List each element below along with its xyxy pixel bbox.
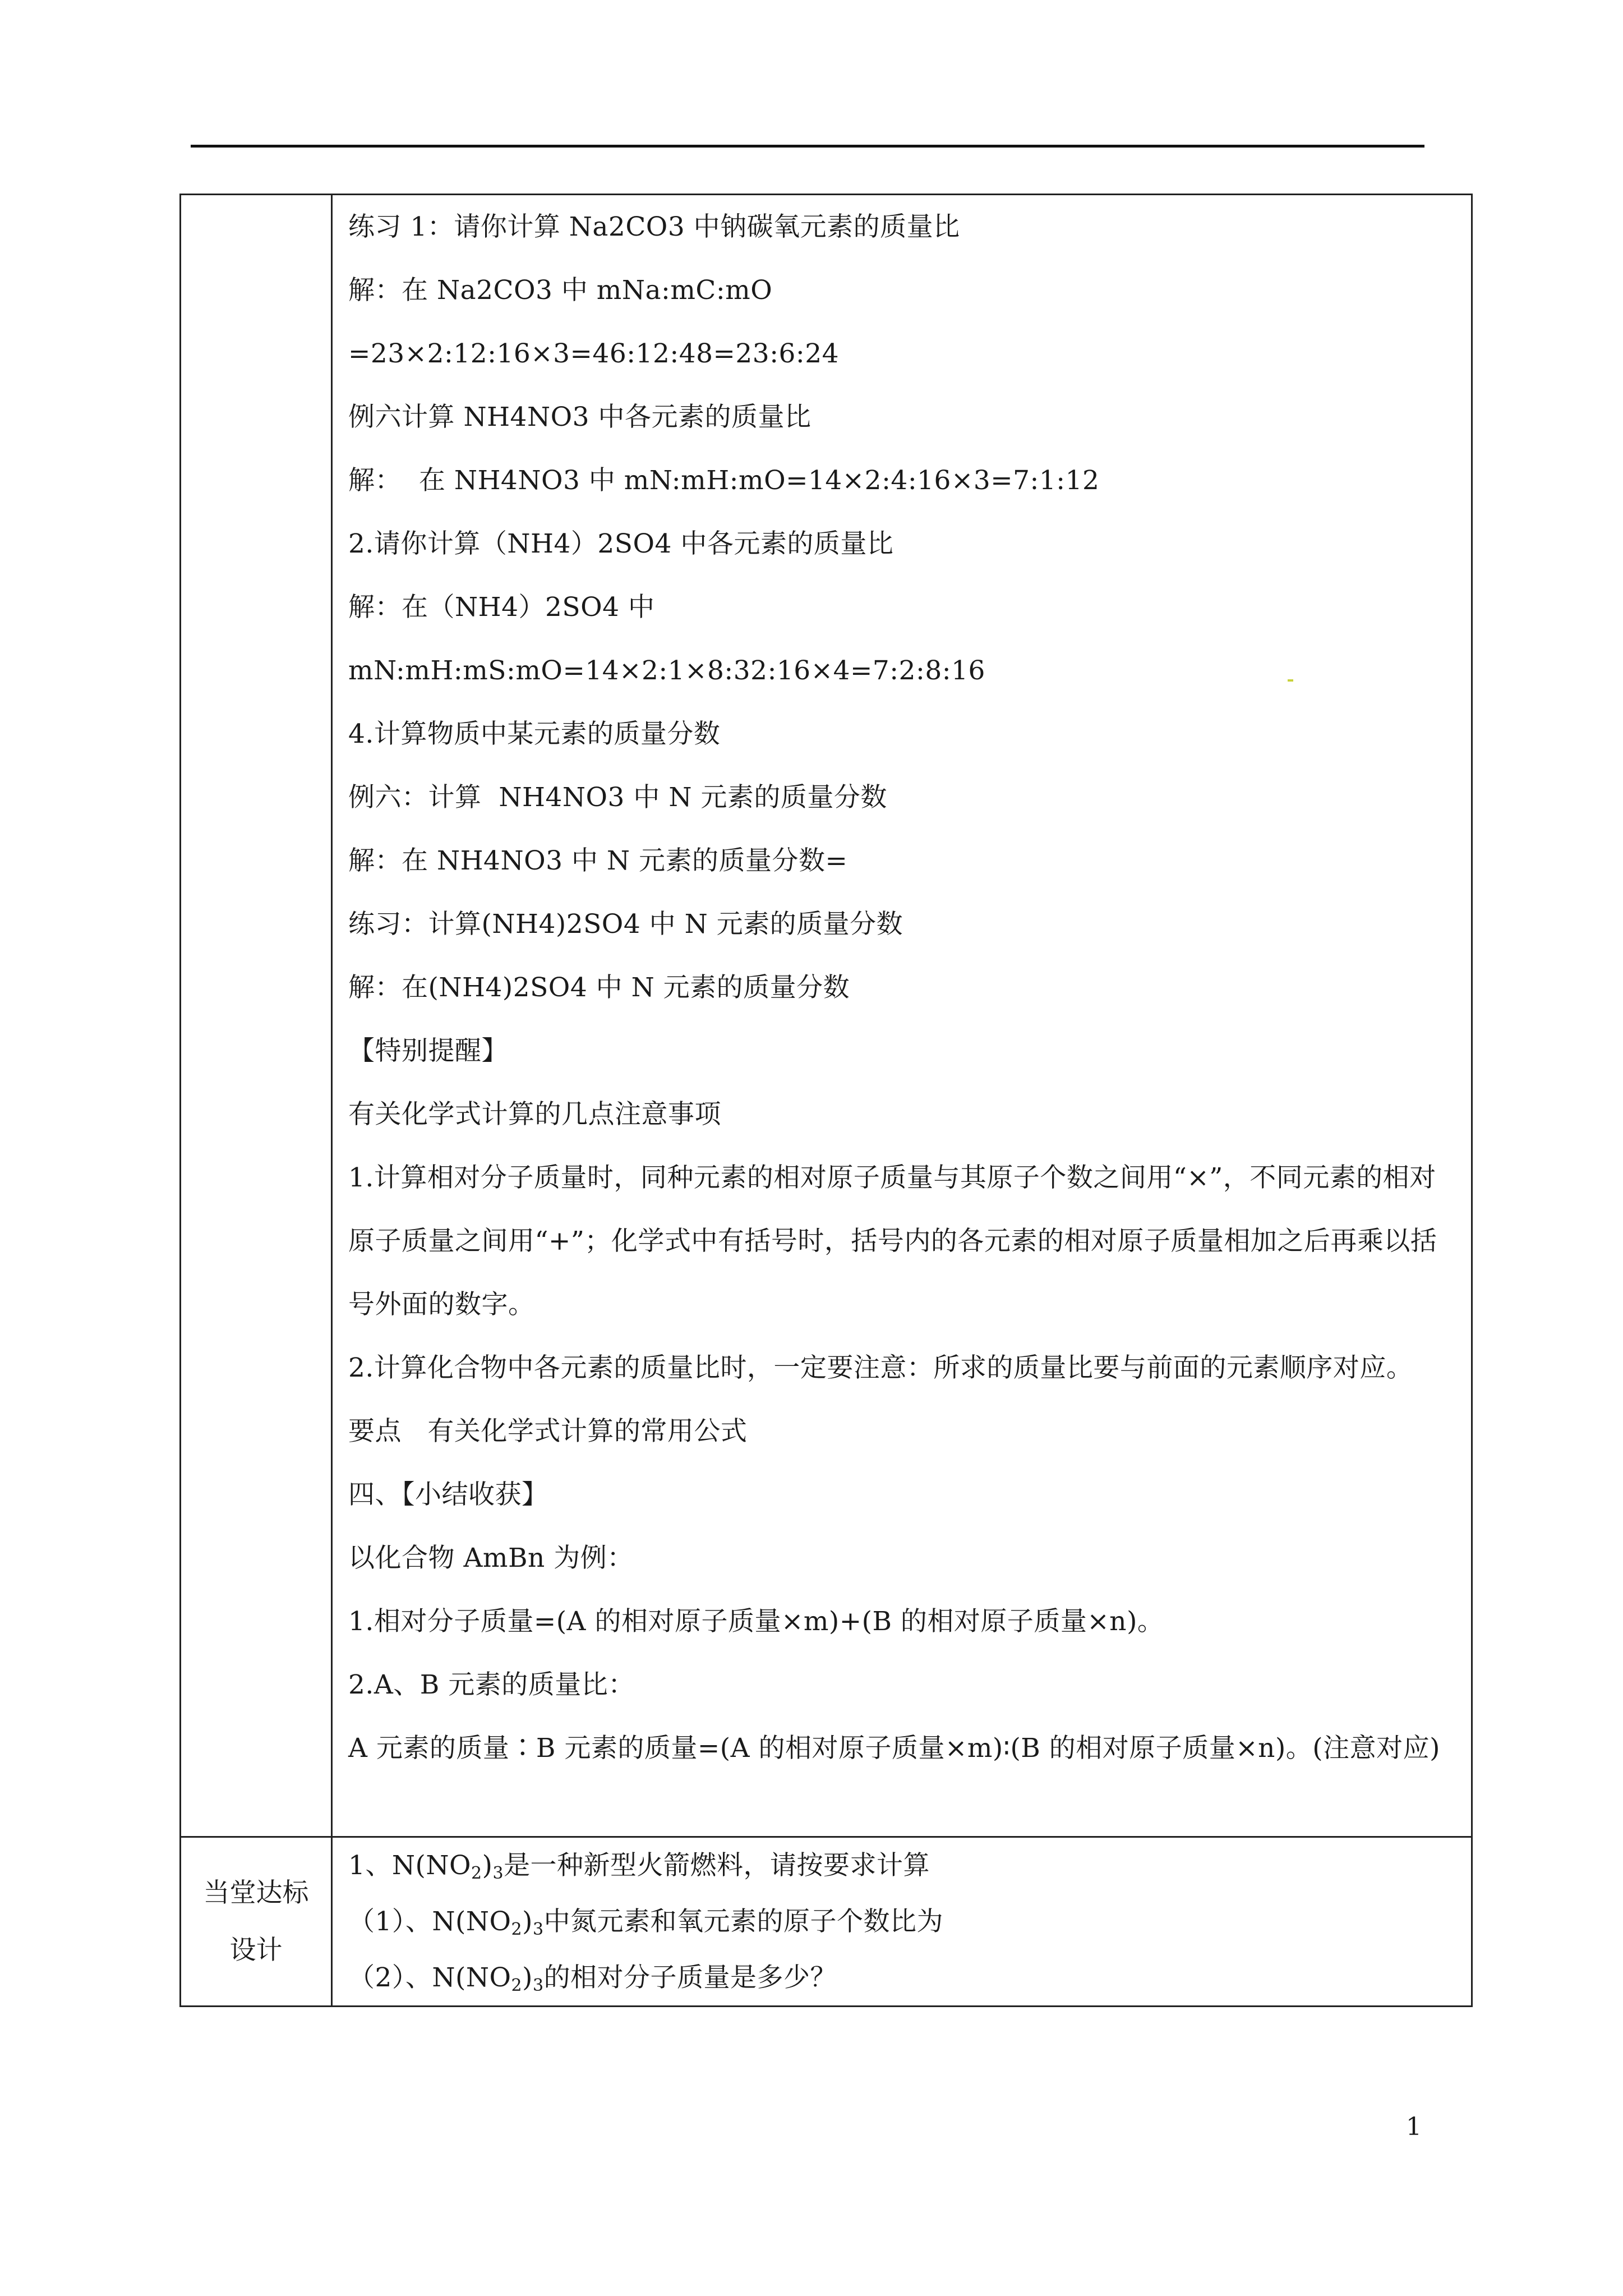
text-line: 解： 在 NH4NO3 中 mN:mH:mO=14×2:4:16×3=7:1:12 [348, 465, 1100, 496]
text-line: 2.A、B 元素的质量比： [348, 1669, 635, 1700]
text-line: 练习 1：请你计算 Na2CO3 中钠碳氧元素的质量比 [348, 211, 960, 242]
table-row [181, 195, 1472, 1837]
text-line: 解：在(NH4)2SO4 中 N 元素的质量分数 [348, 972, 850, 1003]
formula-paragraph: A 元素的质量∶B 元素的质量=(A 的相对原子质量×m)∶(B 的相对原子质量×n)。(注意对应) [348, 1733, 1440, 1764]
exercise-label-cell [181, 1837, 332, 2007]
lesson-table [179, 194, 1473, 2007]
exercise-question: （2）、$N(NO_2)_3$的相对分子质量是多少？ [348, 1962, 837, 1995]
page-number: 1 [1406, 2113, 1422, 2141]
content-cell [332, 195, 1472, 1837]
text-line: 以化合物 AmBn 为例： [348, 1543, 634, 1573]
text-line: 解：在 NH4NO3 中 N 元素的质量分数= [348, 845, 848, 876]
text-line: 2.请你计算（NH4）2SO4 中各元素的质量比 [348, 528, 894, 559]
text-line: 练习：计算(NH4)2SO4 中 N 元素的质量分数 [348, 909, 903, 940]
text-line: 要点 有关化学式计算的常用公式 [348, 1416, 748, 1447]
section-heading: 四、【小结收获】 [348, 1479, 548, 1510]
text-line: 1.相对分子质量=(A 的相对原子质量×m)+(B 的相对原子质量×n)。 [348, 1606, 1164, 1637]
ink-speck [1288, 679, 1293, 682]
text-line: =23×2:12:16×3=46:12:48=23:6:24 [348, 338, 840, 369]
text-line: 有关化学式计算的几点注意事项 [348, 1099, 721, 1130]
exercise-question: 1、$N(NO_2)_3$是一种新型火箭燃料，请按要求计算 [348, 1850, 930, 1883]
text-line: 例六：计算 NH4NO3 中 N 元素的质量分数 [348, 782, 887, 813]
text-line: 解：在（NH4）2SO4 中 [348, 592, 655, 623]
exercise-label: 当堂达标设计 [203, 1877, 309, 1966]
table-row [181, 1837, 1472, 2007]
text-line: 例六计算 NH4NO3 中各元素的质量比 [348, 402, 811, 432]
exercise-cell [332, 1837, 1472, 2007]
empty-label-cell [181, 195, 332, 1837]
exercise-question: （1）、$N(NO_2)_3$中氮元素和氧元素的原子个数比为 [348, 1906, 944, 1939]
text-line: 解：在 Na2CO3 中 mNa:mC:mO [348, 275, 773, 306]
text-line: 4.计算物质中某元素的质量分数 [348, 719, 721, 749]
note-paragraph: 1.计算相对分子质量时，同种元素的相对原子质量与其原子个数之间用“×”，不同元素的相对原子质量之间用“+”；化学式中有括号时，括号内的各元素的相对原子质量相加之后再乘以括号外面的数字。 [348, 1162, 1437, 1320]
text-line: mN:mH:mS:mO=14×2:1×8:32:16×4=7:2:8:16 [348, 655, 985, 686]
header-rule [191, 145, 1424, 148]
note-paragraph: 2.计算化合物中各元素的质量比时，一定要注意：所求的质量比要与前面的元素顺序对应。 [348, 1352, 1413, 1383]
section-heading: 【特别提醒】 [348, 1036, 508, 1066]
